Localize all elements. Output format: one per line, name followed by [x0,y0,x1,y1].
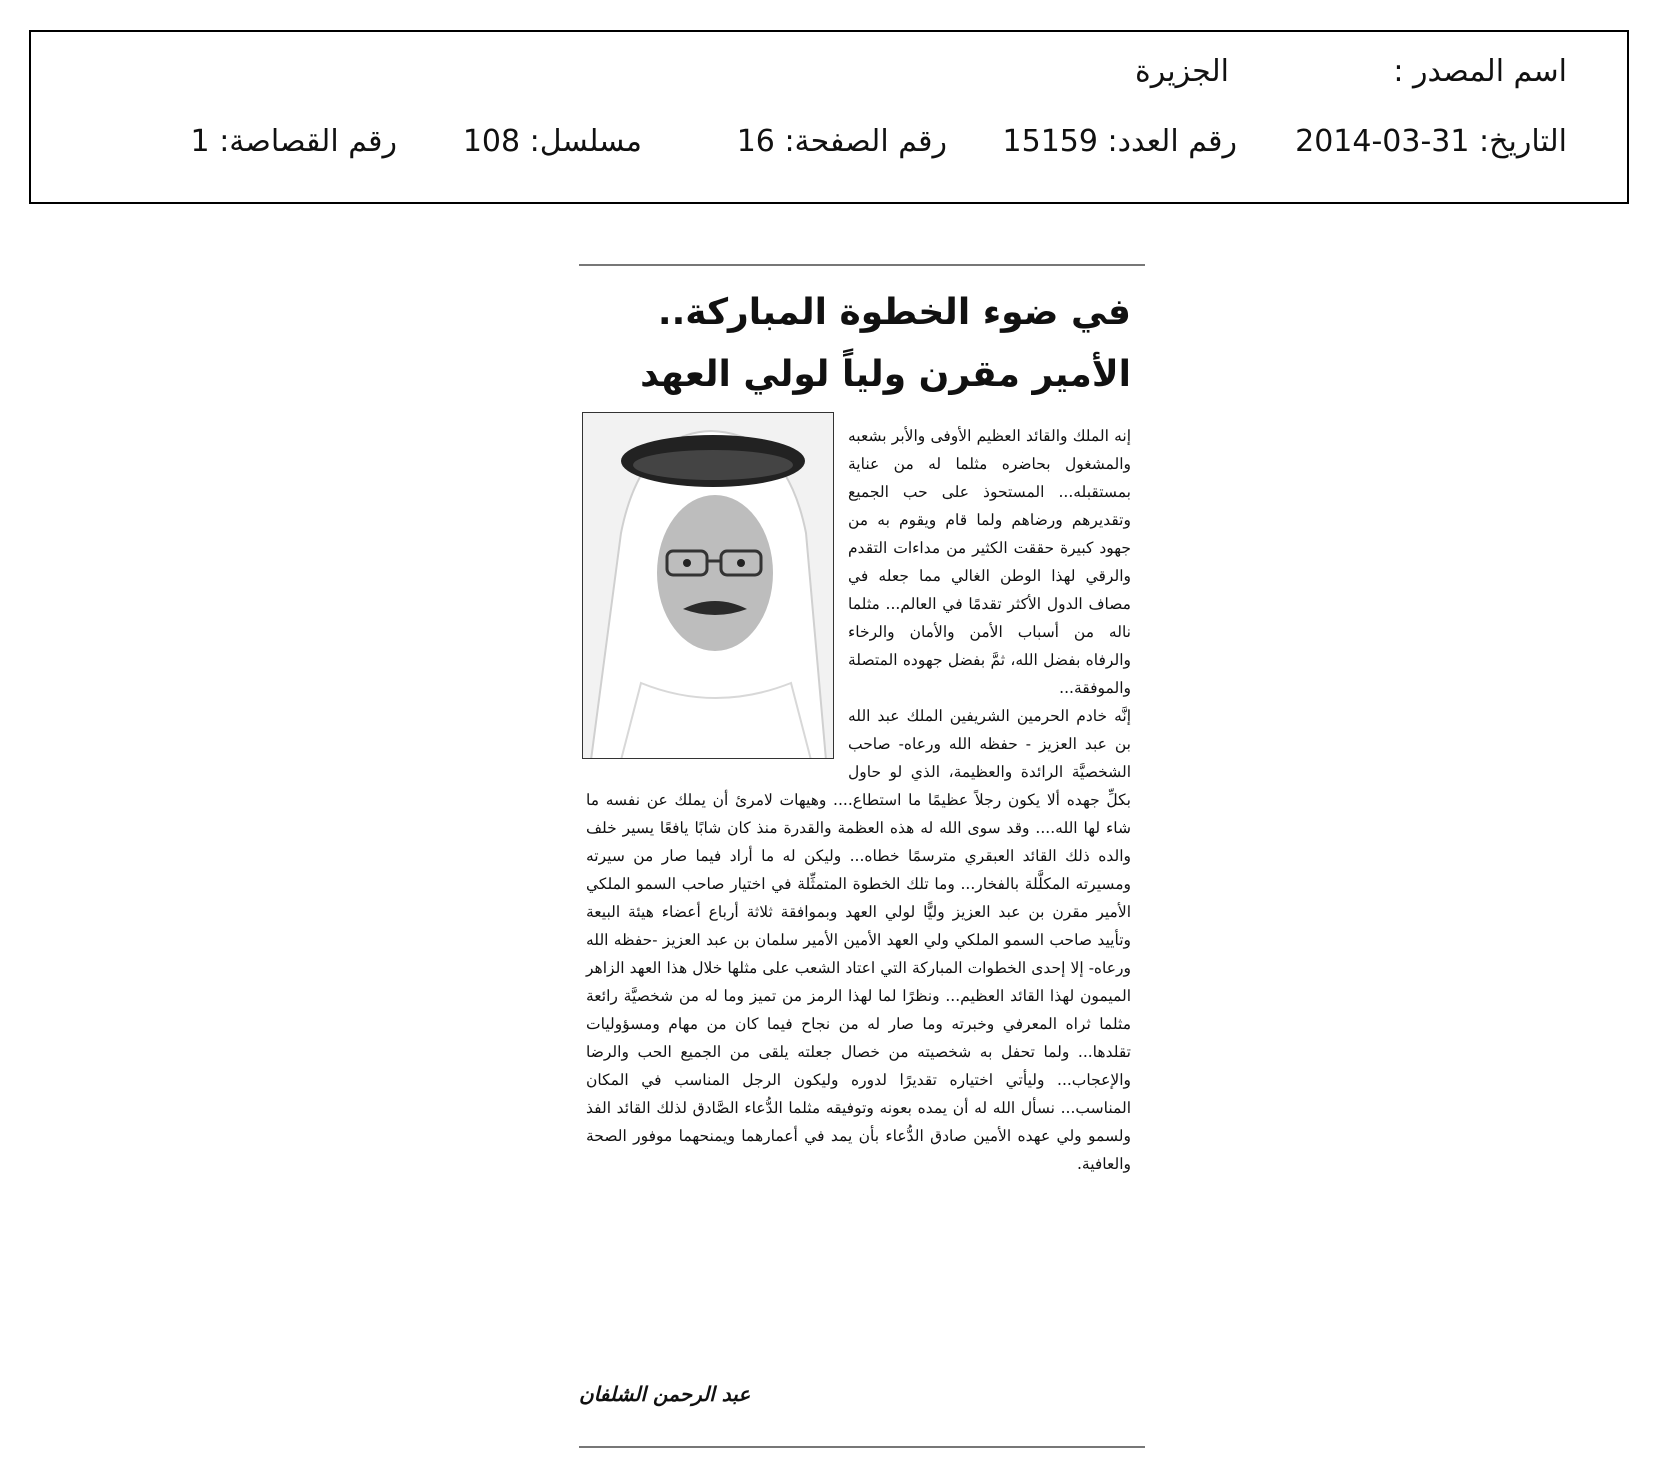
clip-label: رقم القصاصة: [219,124,397,159]
date-field [1295,124,1567,159]
issue-field [1003,124,1237,159]
photo-spacer [586,422,848,770]
clipping-header [29,30,1629,204]
date-label: التاريخ: [1479,124,1567,159]
issue-value: 15159 [1002,124,1098,159]
issue-label: رقم العدد: [1107,124,1237,159]
author-name: عبد الرحمن الشلفان [579,1382,751,1406]
paragraph-2: إنَّه خادم الحرمين الشريفين الملك عبد الله بن عبد العزيز - حفظه الله ورعاه- صاحب الشخصيَّة الرائدة والعظيمة، الذي لو حاول بكلِّ جهده ألا يكون رجلاً عظيمًا ما استطاع.... وهيهات لامرئ أن يملك عن نفسه ما شاء لها الله.... وقد سوى الله له هذه العظمة والقدرة منذ كان شابًا يافعًا يسير خلف والده ذلك القائد العبقري مترسمًا خطاه... وليكن له ما أراد فيما صار من سيرته ومسيرته المكلَّلة بالفخار... وما تلك الخطوة المتمثِّلة في اختيار صاحب السمو الملكي الأمير مقرن بن عبد العزيز وليًّا لولي العهد وبموافقة ثلاثة أرباع أعضاء هيئة البيعة وتأييد صاحب السمو الملكي ولي العهد الأمين الأمير سلمان بن عبد العزيز -حفظه الله ورعاه- إلا إحدى الخطوات المباركة التي اعتاد الشعب على مثلها خلال هذا العهد الزاهر الميمون لهذا القائد العظيم... ونظرًا لما لهذا الرمز من تميز وما له من شخصيَّة رائعة مثلما ثراه المعرفي وخبرته وما صار له من نجاح فيما كان من مهام ومسؤوليات تقلدها... ولما تحفل به شخصيته من خصال جعلته يلقى من الجميع الحب والرضا والإعجاب... وليأتي اختياره تقديرًا لدوره وليكون الرجل المناسب في المكان المناسب... نسأل الله له أن يمده بعونه وتوفيقه مثلما الدُّعاء الصَّادق لذلك القائد الفذ ولسمو ولي عهده الأمين صادق الدُّعاء بأن يمد في أعمارهما ويمنحهما موفور الصحة والعافية. [586,707,1131,1173]
headline-line-2: الأمير مقرن ولياً لولي العهد [640,354,1131,395]
source-label: اسم المصدر : [1393,54,1567,89]
date-value: 2014-03-31 [1295,124,1470,159]
source-value: الجزيرة [1134,54,1229,89]
paragraph-1: إنه الملك والقائد العظيم الأوفى والأبر بشعبه والمشغول بحاضره مثلما له من عناية بمستقبله... المستحوذ على حب الجميع وتقديرهم ورضاهم ولما قام ويقوم به من جهود كبيرة حققت الكثير من مداءات التقدم والرقي لهذا الوطن الغالي مما جعله في مصاف الدول الأكثر تقدمًا في العالم... مثلما ناله من أسباب الأمن والأمان والرخاء والرفاه بفضل الله، ثمَّ بفضل جهوده المتصلة والموفقة... [848,427,1131,697]
headline-line-1: في ضوء الخطوة المباركة.. [657,292,1131,333]
clip-value: 1 [190,124,210,159]
page-label: رقم الصفحة: [784,124,947,159]
headline [591,282,1131,406]
serial-value: 108 [462,124,521,159]
page-field [737,124,947,159]
top-divider [579,264,1145,266]
bottom-divider [579,1446,1145,1448]
serial-label: مسلسل: [529,124,642,159]
page-value: 16 [736,124,775,159]
article-body [586,422,1131,1178]
article-clipping [579,262,1145,1452]
serial-field [463,124,642,159]
clip-field [191,124,397,159]
